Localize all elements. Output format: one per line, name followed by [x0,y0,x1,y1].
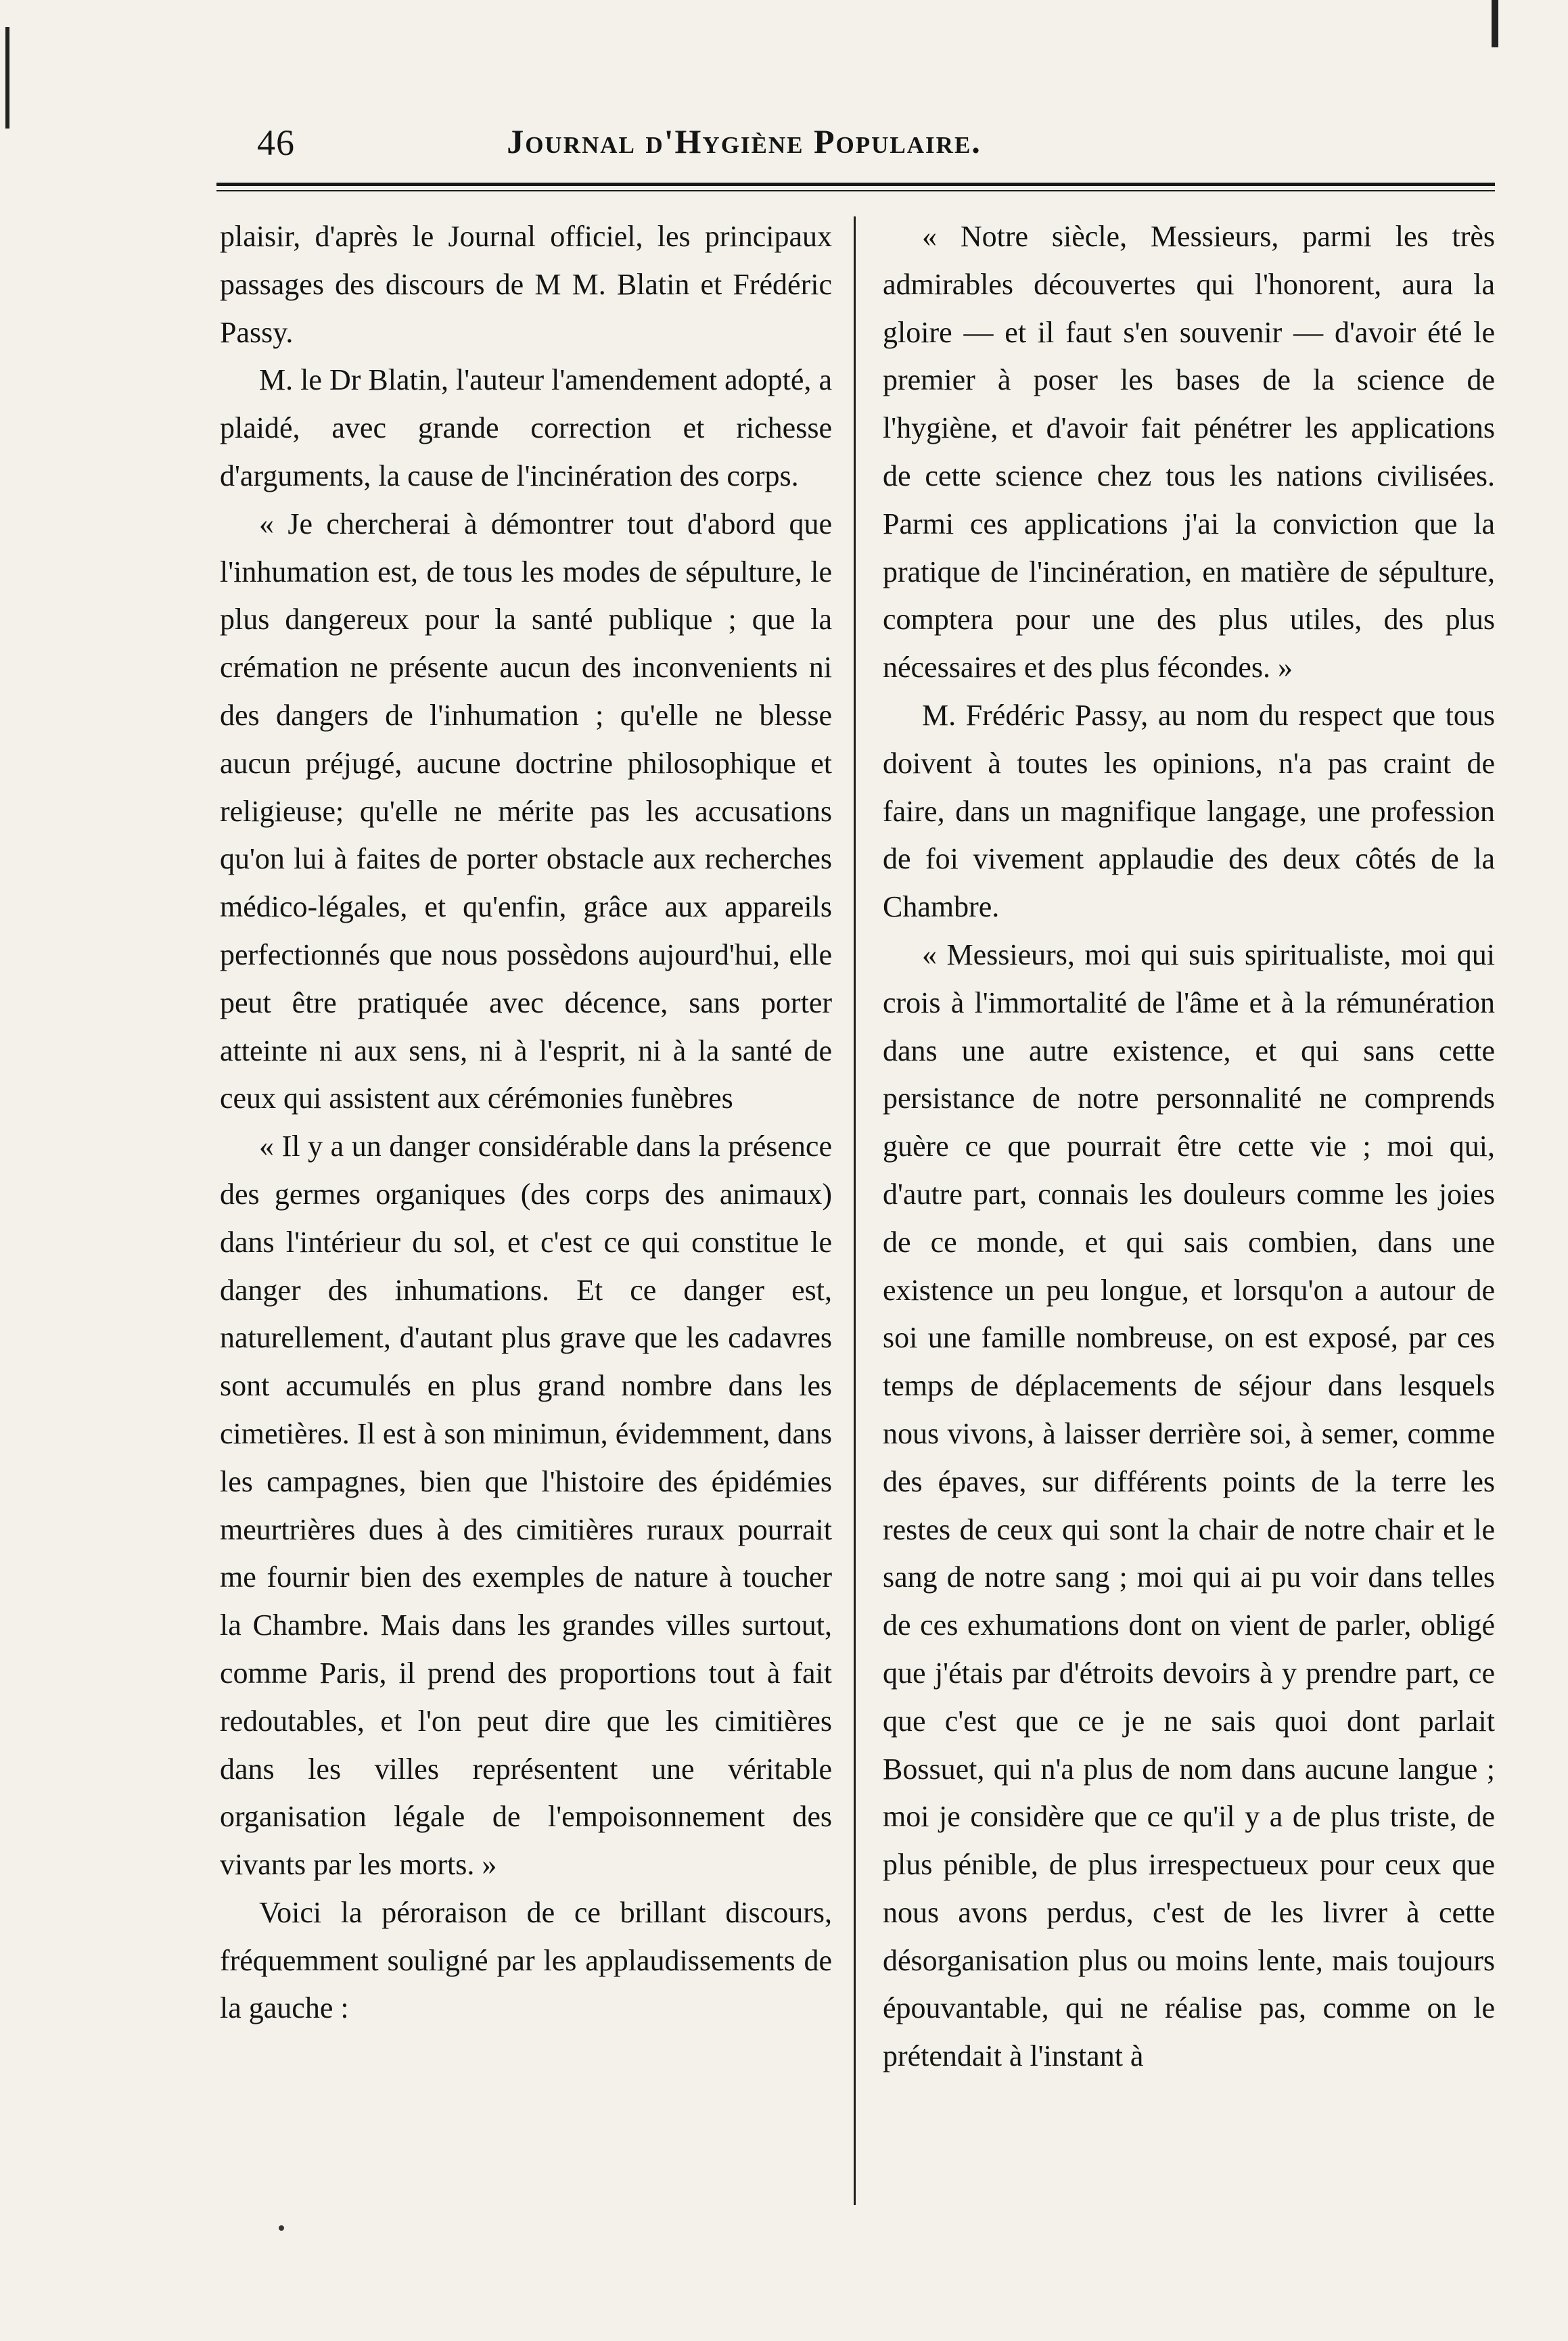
header-rule-thick [216,183,1495,186]
page-number: 46 [257,122,295,163]
ink-speck [279,2225,284,2231]
right-column [883,213,1495,2081]
left-column [220,213,832,2033]
paragraph: « Notre siècle, Messieurs, parmi les très admirables découvertes qui l'honorent, aura la gloire — et il faut s'en souvenir — d'avoir été le premier à poser les bases de la science de l'hygiène, et d'avoir fait pénétrer les applications de cette science chez tous les nations civilisées. Parmi ces applications j'ai la conviction que la pratique de l'incinération, en matière de sépulture, comptera pour une des plus utiles, des plus nécessaires et des plus fécondes. » [883,220,1495,685]
paragraph: plaisir, d'après le Journal officiel, les principaux passages des discours de M M. Blatin et Frédéric Passy. [220,220,832,349]
scan-artifact [1492,0,1498,47]
paragraph: M. le Dr Blatin, l'auteur l'amendement adopté, a plaidé, avec grande correction et richesse d'arguments, la cause de l'incinération des corps. [220,363,832,492]
paragraph: Voici la péroraison de ce brillant discours, fréquemment souligné par les applaudissements de la gauche : [220,1895,832,2025]
column-divider [854,216,856,2205]
header-rule-thin [216,190,1495,191]
paragraph: « Messieurs, moi qui suis spiritualiste, moi qui crois à l'immortalité de l'âme et à la rémunération dans une autre existence, et qui sans cette persistance de notre personnalité ne comprends guère ce que pourrait être cette vie ; moi qui, d'autre part, connais les douleurs comme les joies de ce monde, et qui sais combien, dans une existence un peu longue, et lorsqu'on a autour de soi une famille nombreuse, on est exposé, par ces temps de déplacements de séjour dans lesquels nous vivons, à laisser derrière soi, à semer, comme des épaves, sur différents points de la terre les restes de ceux qui sont la chair de notre chair et le sang de notre sang ; moi qui ai pu voir dans telles de ces exhumations dont on vient de parler, obligé que j'étais par d'étroits devoirs à y prendre part, ce que c'est que ce je ne sais quoi dont parlait Bossuet, qui n'a plus de nom dans aucune langue ; moi je considère que ce qu'il y a de plus triste, de plus pénible, de plus irrespectueux pour ceux que nous avons perdus, c'est de les livrer à cette désorganisation plus ou moins lente, mais toujours épouvantable, qui ne réalise pas, comme on le prétendait à l'instant à [883,937,1495,2073]
paragraph: « Je chercherai à démontrer tout d'abord que l'inhumation est, de tous les modes de sépulture, le plus dangereux pour la santé publique ; que la crémation ne présente aucun des inconvenients ni des dangers de l'inhumation ; qu'elle ne blesse aucun préjugé, aucune doctrine philosophique et religieuse; qu'elle ne mérite pas les accusations qu'on lui à faites de porter obstacle aux recherches médico-légales, et qu'enfin, grâce aux appareils perfectionnés que nous possèdons aujourd'hui, elle peut être pratiquée avec décence, sans porter atteinte ni aux sens, ni à l'esprit, ni à la santé de ceux qui assistent aux cérémonies funèbres [220,507,832,1115]
paragraph: M. Frédéric Passy, au nom du respect que tous doivent à toutes les opinions, n'a pas craint de faire, dans un magnifique langage, une profession de foi vivement applaudie des deux côtés de la Chambre. [883,698,1495,924]
paragraph: « Il y a un danger considérable dans la présence des germes organiques (des corps des animaux) dans l'intérieur du sol, et c'est ce qui constitue le danger des inhumations. Et ce danger est, naturellement, d'autant plus grave que les cadavres sont accumulés en plus grand nombre dans les cimetières. Il est à son minimun, évidemment, dans les campagnes, bien que l'histoire des épidémies meurtrières dues à des cimitières ruraux pourrait me fournir bien des exemples de nature à toucher la Chambre. Mais dans les grandes villes surtout, comme Paris, il prend des proportions tout à fait redoutables, et l'on peut dire que les cimitières dans les villes représentent une véritable organisation légale de l'empoisonnement des vivants par les morts. » [220,1130,832,1882]
running-title: Journal d'Hygiène Populaire. [507,122,982,160]
page-header [257,115,1231,176]
scan-artifact [5,27,9,129]
